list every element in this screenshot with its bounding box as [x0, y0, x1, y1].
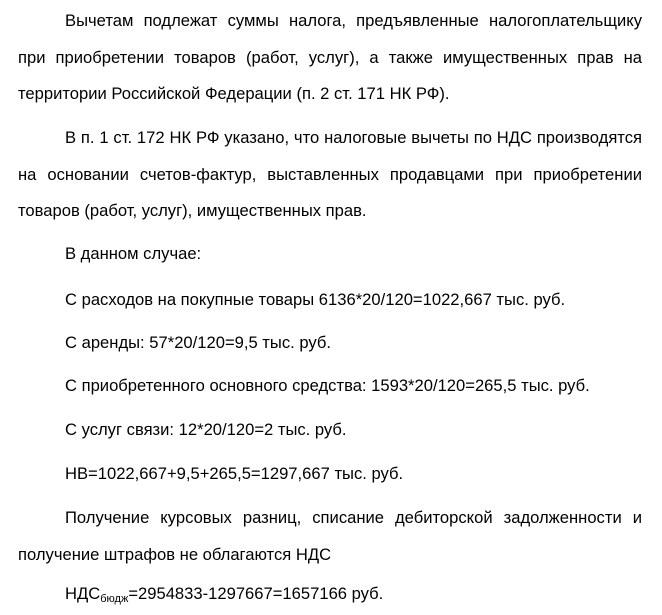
line-communication-services: С услуг связи: 12*20/120=2 тыс. руб.: [65, 420, 347, 439]
line-rent: С аренды: 57*20/120=9,5 тыс. руб.: [65, 333, 331, 352]
vat-subscript: бюдж: [100, 593, 129, 605]
paragraph-in-this-case: В данном случае:: [65, 244, 202, 263]
line-fixed-asset: С приобретенного основного средства: 1593*20/120=265,5 тыс. руб.: [65, 376, 590, 395]
paragraph-deductions-rule: Вычетам подлежат суммы налога, предъявленные налогоплательщику при приобретении товаров (работ, услуг), а также имущественных прав на территории Российской Федерации (п. 2 ст. 171 НК РФ).: [18, 11, 642, 103]
paragraph-not-taxable: Получение курсовых разниц, списание дебиторской задолженности и получение штрафов не облагаются НДС: [18, 508, 642, 564]
line-goods-expenses: С расходов на покупные товары 6136*20/120=1022,667 тыс. руб.: [65, 290, 566, 309]
vat-formula: =2954833-1297667=1657166 руб.: [128, 584, 384, 603]
line-total-deductions: НВ=1022,667+9,5+265,5=1297,667 тыс. руб.: [65, 464, 404, 483]
vat-label: НДС: [65, 584, 101, 603]
paragraph-invoice-basis: В п. 1 ст. 172 НК РФ указано, что налоговые вычеты по НДС производятся на основании счетов-фактур, выставленных продавцами при приобретении товаров (работ, услуг), имущественных прав.: [18, 128, 642, 220]
line-vat-budget: [65, 576, 655, 615]
